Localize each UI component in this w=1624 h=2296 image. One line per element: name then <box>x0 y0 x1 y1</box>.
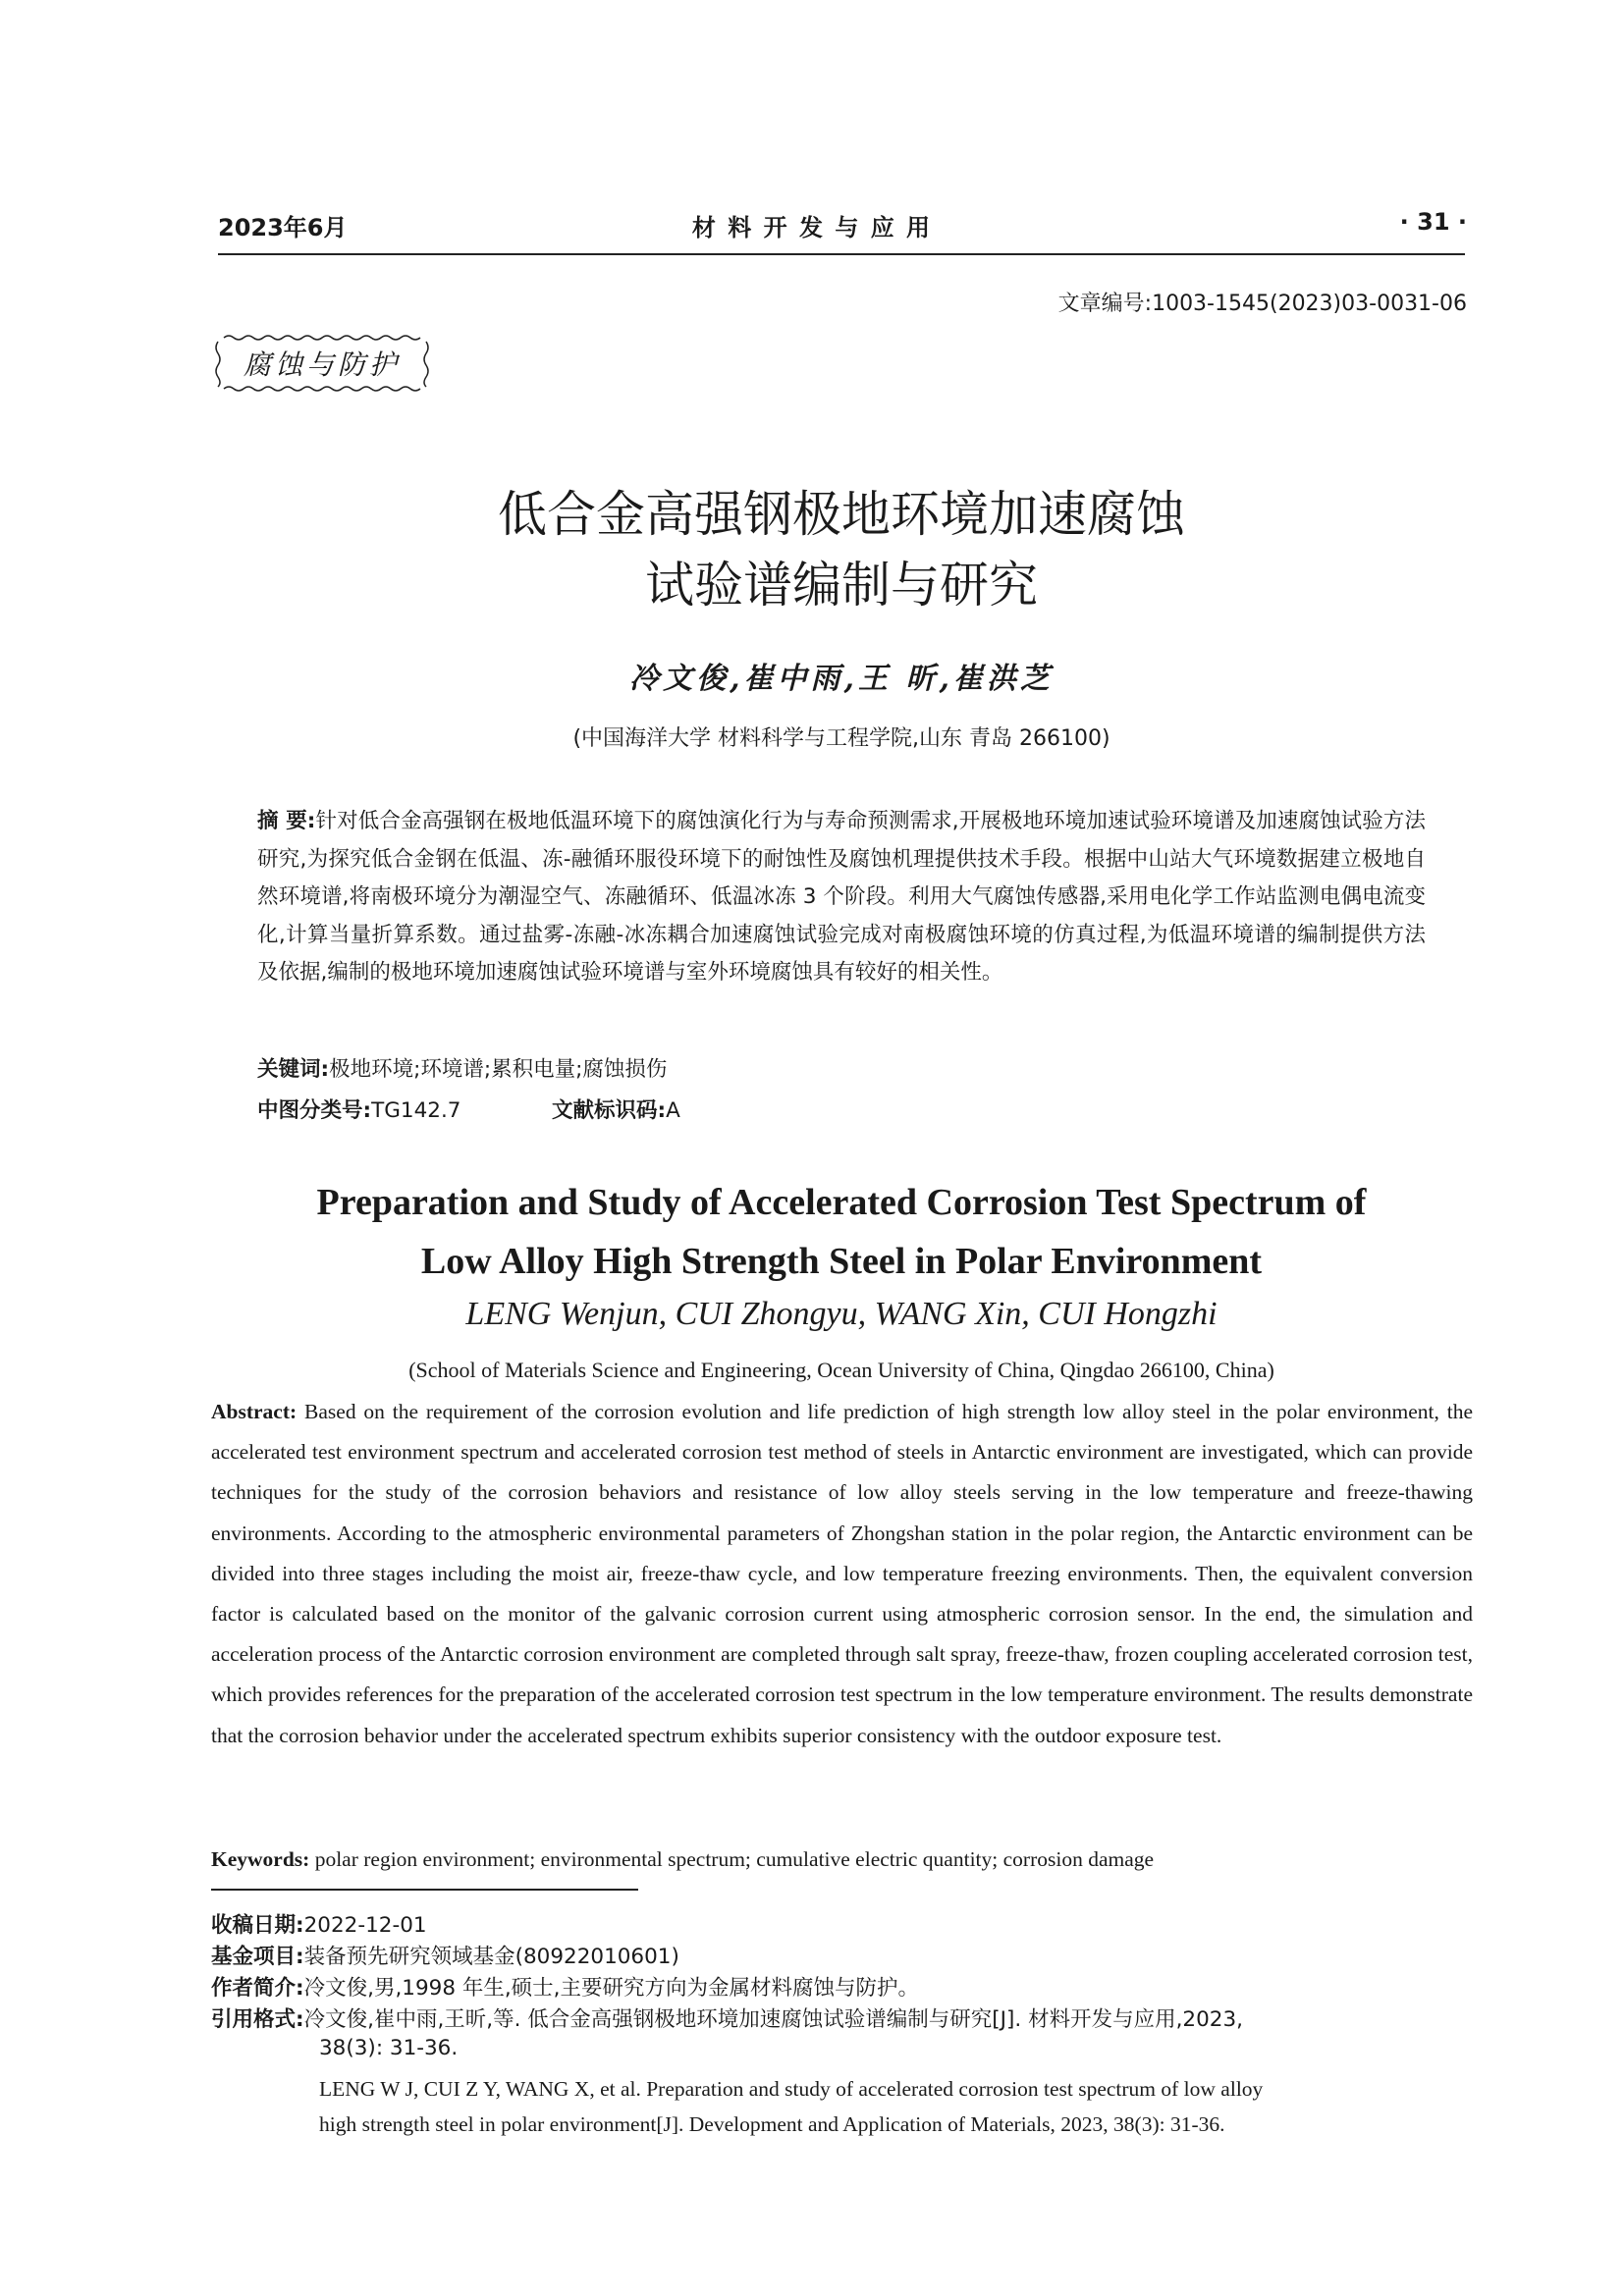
cn-title-line-1: 低合金高强钢极地环境加速腐蚀 <box>498 486 1185 543</box>
en-keywords-label: Keywords: <box>211 1847 310 1871</box>
citation-format-label: 引用格式: <box>211 2007 304 2032</box>
article-number: 文章编号:1003-1545(2023)03-0031-06 <box>1057 292 1467 316</box>
fund-project <box>211 1940 679 1970</box>
header-journal: 材 料 开 发 与 应 用 <box>691 214 933 241</box>
author-profile-label: 作者简介: <box>211 1976 304 2001</box>
cn-document-code-value: A <box>666 1098 680 1123</box>
header-date: 2023年6月 <box>218 214 348 241</box>
citation-en-line-2: high strength steel in polar environment[J]. Development and Application of Materials, 2023, 38(3): 31-36. <box>319 2112 1225 2136</box>
cn-affiliation: (中国海洋大学 材料科学与工程学院,山东 青岛 266100) <box>572 726 1110 751</box>
en-title-line-2: Low Alloy High Strength Steel in Polar Environment <box>420 1241 1263 1282</box>
cn-abstract-label: 摘 要: <box>257 809 316 833</box>
cn-classification-value: TG142.7 <box>371 1098 461 1123</box>
section-tag <box>214 334 430 393</box>
citation-en-line-1: LENG W J, CUI Z Y, WANG X, et al. Preparation and study of accelerated corrosion test spectrum of low alloy <box>319 2077 1264 2101</box>
citation-cn-line-2: 38(3): 31-36. <box>319 2036 459 2060</box>
cn-authors: 冷文俊,崔中雨,王 昕,崔洪芝 <box>629 662 1054 696</box>
cn-keywords <box>257 1052 667 1083</box>
citation-en <box>319 2071 1468 2142</box>
en-keywords <box>211 1847 1154 1872</box>
cn-classification-label: 中图分类号: <box>257 1098 372 1123</box>
en-abstract-label: Abstract: <box>211 1400 298 1423</box>
footnote-rule <box>211 1889 638 1891</box>
cn-title-line-2: 试验谱编制与研究 <box>645 557 1038 614</box>
header-page-number: · 31 · <box>1399 208 1467 236</box>
citation-format <box>211 2002 1243 2033</box>
en-title-line-1: Preparation and Study of Accelerated Corrosion Test Spectrum of <box>316 1182 1367 1223</box>
cn-document-code <box>552 1094 680 1124</box>
cn-abstract <box>257 803 1426 992</box>
received-date-label: 收稿日期: <box>211 1913 304 1938</box>
author-profile-value: 冷文俊,男,1998 年生,硕士,主要研究方向为金属材料腐蚀与防护。 <box>303 1976 919 2001</box>
en-keywords-text: polar region environment; environmental spectrum; cumulative electric quantity; corrosion damage <box>314 1847 1155 1871</box>
received-date-value: 2022-12-01 <box>303 1913 427 1938</box>
en-title <box>177 1173 1506 1291</box>
cn-abstract-text: 针对低合金高强钢在极地低温环境下的腐蚀演化行为与寿命预测需求,开展极地环境加速试验环境谱及加速腐蚀试验方法研究,为探究低合金钢在低温、冻-融循环服役环境下的耐蚀性及腐蚀机理提供技术手段。根据中山站大气环境数据建立极地自然环境谱,将南极环境分为潮湿空气、冻融循环、低温冰冻 3 个阶段。利用大气腐蚀传感器,采用电化学工作站监测电偶电流变化,计算当量折算系数。通过盐雾-冻融-冰冻耦合加速腐蚀试验完成对南极腐蚀环境的仿真过程,为低温环境谱的编制提供方法及依据,编制的极地环境加速腐蚀试验环境谱与室外环境腐蚀具有较好的相关性。 <box>257 809 1426 985</box>
cn-keywords-label: 关键词: <box>257 1057 330 1082</box>
citation-cn-line-1: 冷文俊,崔中雨,王昕,等. 低合金高强钢极地环境加速腐蚀试验谱编制与研究[J]. 材料开发与应用,2023, <box>303 2007 1243 2032</box>
received-date <box>211 1908 427 1939</box>
fund-project-label: 基金项目: <box>211 1945 304 1969</box>
fund-project-value: 装备预先研究领域基金(80922010601) <box>303 1945 679 1969</box>
section-tag-label: 腐蚀与防护 <box>243 348 401 381</box>
cn-classification <box>257 1094 460 1124</box>
en-abstract <box>211 1392 1473 1756</box>
en-affiliation: (School of Materials Science and Engineering, Ocean University of China, Qingdao 266100, China) <box>408 1358 1274 1382</box>
en-authors: LENG Wenjun, CUI Zhongyu, WANG Xin, CUI Hongzhi <box>465 1296 1218 1332</box>
en-abstract-text: Based on the requirement of the corrosion evolution and life prediction of high strength low alloy steel in the polar environment, the accelerated test environment spectrum and accelerated corrosion test method of steels in Antarctic environment are investigated, which can provide techniques for the study of the corrosion behaviors and resistance of low alloy steels serving in the low temperature and freeze-thawing environments. According to the atmospheric environmental parameters of Zhongshan station in the polar region, the Antarctic environment can be divided into three stages including the moist air, freeze-thaw cycle, and low temperature freezing environments. Then, the equivalent conversion factor is calculated based on the monitor of the galvanic corrosion current using atmospheric corrosion sensor. In the end, the simulation and acceleration process of the Antarctic corrosion environment are completed through salt spray, freeze-thaw, frozen coupling accelerated corrosion test, which provides references for the preparation of the accelerated corrosion test spectrum in the low temperature environment. The results demonstrate that the corrosion behavior under the accelerated spectrum exhibits superior consistency with the outdoor exposure test. <box>211 1400 1474 1747</box>
header-rule <box>218 253 1465 255</box>
cn-document-code-label: 文献标识码: <box>552 1098 667 1123</box>
author-profile <box>211 1971 919 2002</box>
cn-keywords-text: 极地环境;环境谱;累积电量;腐蚀损伤 <box>329 1057 668 1082</box>
